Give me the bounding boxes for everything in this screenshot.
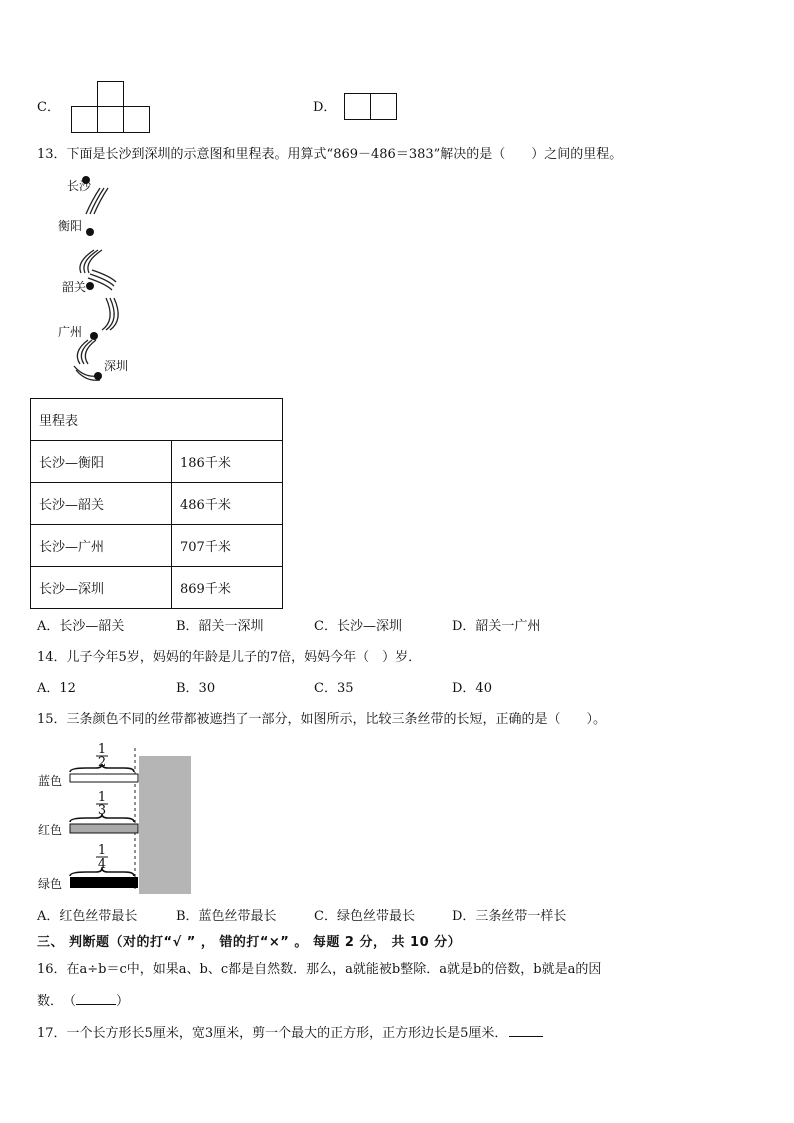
ribbon-label: 蓝色 <box>38 774 63 788</box>
q14-option-b[interactable]: B．30 <box>176 681 216 696</box>
question-17-stem: 17．一个长方形长5厘米，宽3厘米，剪一个最大的正方形，正方形边长是5厘米． <box>37 1024 543 1042</box>
question-15-stem: 15．三条颜色不同的丝带都被遮挡了一部分，如图所示，比较三条丝带的长短，正确的是（ ）。 <box>37 712 607 727</box>
section-title: 三、 判断题（对的打“√ ” ， 错的打“×” 。 每题 2 分， 共 10 分） <box>37 935 462 950</box>
question-16-line-2: 数． （ ） <box>37 994 130 1009</box>
route-map <box>40 170 160 390</box>
q14-option-a[interactable]: A．12 <box>37 681 76 696</box>
question-13-stem: 13．下面是长沙到深圳的示意图和里程表。用算式“869－486＝383”解决的是（ ）之间的里程。 <box>37 147 623 162</box>
table-row: 长沙—韶关 486千米 <box>31 483 283 525</box>
fraction-denominator: 3 <box>97 803 107 818</box>
city-label: 广州 <box>58 325 83 339</box>
mileage-table <box>30 398 283 609</box>
table-row: 长沙—广州 707千米 <box>31 525 283 567</box>
city-label: 衡阳 <box>58 219 83 233</box>
table-title: 里程表 <box>31 399 283 441</box>
q15-option-c[interactable]: C．绿色丝带最长 <box>314 909 415 924</box>
q15-option-b[interactable]: B．蓝色丝带最长 <box>176 909 277 924</box>
q15-option-d[interactable]: D．三条丝带一样长 <box>452 909 567 924</box>
question-16-line-1: 16．在a÷b＝c中，如果a、b、c都是自然数．那么，a就能被b整除．a就是b的倍数，b就是a的因 <box>37 962 602 977</box>
fraction-numerator: 1 <box>97 742 107 757</box>
city-label: 韶关 <box>62 280 87 294</box>
answer-blank[interactable] <box>509 1024 543 1037</box>
cover-board <box>139 756 191 894</box>
ribbon-green <box>70 877 138 888</box>
fraction-denominator: 2 <box>97 755 107 770</box>
fraction-denominator: 4 <box>97 857 107 872</box>
q13-option-a[interactable]: A．长沙—韶关 <box>37 619 125 634</box>
q13-option-c[interactable]: C．长沙—深圳 <box>314 619 402 634</box>
ribbon-red <box>70 824 138 833</box>
city-dot-guangzhou <box>90 332 98 340</box>
fraction-numerator: 1 <box>97 790 107 805</box>
ribbon-label: 绿色 <box>38 877 63 891</box>
option-d-label: D． <box>313 100 337 115</box>
fraction-numerator: 1 <box>97 843 107 858</box>
q13-option-b[interactable]: B．韶关一深圳 <box>176 619 264 634</box>
city-dot-shaoguan <box>86 282 94 290</box>
q14-option-c[interactable]: C．35 <box>314 681 354 696</box>
city-label: 长沙 <box>67 179 92 193</box>
city-label: 深圳 <box>104 359 129 373</box>
ribbon-figure <box>30 742 200 902</box>
table-row: 长沙—深圳 869千米 <box>31 567 283 609</box>
q14-option-d[interactable]: D．40 <box>452 681 492 696</box>
option-c-label: C． <box>37 100 60 115</box>
table-row: 长沙—衡阳 186千米 <box>31 441 283 483</box>
ribbon-label: 红色 <box>38 823 63 837</box>
city-dot-hengyang <box>86 228 94 236</box>
answer-blank[interactable] <box>76 992 116 1005</box>
q13-option-d[interactable]: D．韶关一广州 <box>452 619 541 634</box>
q15-option-a[interactable]: A．红色丝带最长 <box>37 909 138 924</box>
city-dot-shenzhen <box>94 372 102 380</box>
question-14-stem: 14．儿子今年5岁，妈妈的年龄是儿子的7倍，妈妈今年（ ）岁． <box>37 650 422 665</box>
ribbon-blue <box>70 774 138 782</box>
